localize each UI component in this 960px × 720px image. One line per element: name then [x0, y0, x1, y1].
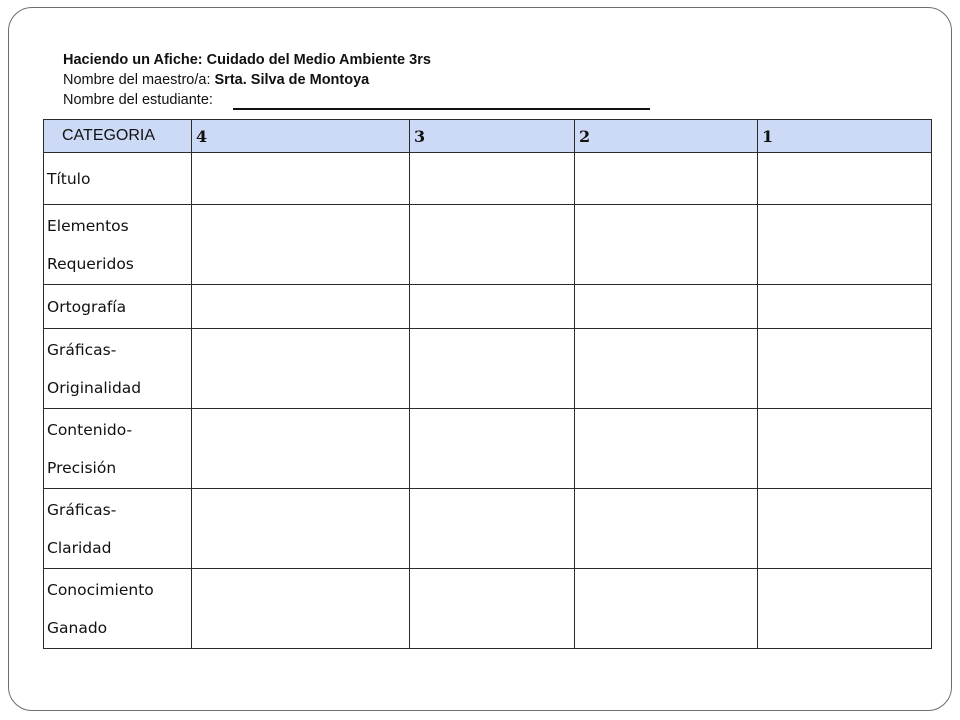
row-label-line: Claridad [47, 538, 112, 557]
row-label-line: Requeridos [47, 254, 134, 273]
rubric-title: Haciendo un Afiche: Cuidado del Medio Ambiente 3rs [63, 52, 431, 68]
row-label-line: Conocimiento [47, 580, 154, 599]
score-cell[interactable] [758, 153, 932, 205]
score-cell[interactable] [410, 285, 575, 329]
column-header-4: 4 [192, 120, 410, 153]
row-label-line: Gráficas- [47, 340, 117, 359]
score-cell[interactable] [575, 409, 758, 489]
column-header-categoria: CATEGORIA [44, 120, 192, 153]
row-label [44, 329, 192, 409]
score-cell[interactable] [410, 409, 575, 489]
score-cell[interactable] [575, 153, 758, 205]
row-label-line: Título [47, 169, 91, 188]
table-row [44, 409, 932, 489]
row-label-line: Originalidad [47, 378, 142, 397]
table-row [44, 205, 932, 285]
row-label [44, 569, 192, 649]
table-row [44, 569, 932, 649]
table-row [44, 153, 932, 205]
row-label-line: Contenido- [47, 420, 133, 439]
table-row [44, 329, 932, 409]
row-label [44, 409, 192, 489]
column-header-3: 3 [410, 120, 575, 153]
score-cell[interactable] [192, 285, 410, 329]
score-cell[interactable] [192, 205, 410, 285]
row-label-line: Elementos [47, 216, 129, 235]
score-cell[interactable] [758, 329, 932, 409]
teacher-label: Nombre del maestro/a: [63, 72, 211, 88]
score-cell[interactable] [410, 329, 575, 409]
score-cell[interactable] [758, 489, 932, 569]
score-cell[interactable] [575, 569, 758, 649]
row-label-line: Precisión [47, 458, 117, 477]
rubric-table [43, 119, 932, 649]
teacher-line [63, 70, 650, 90]
score-cell[interactable] [758, 205, 932, 285]
score-cell[interactable] [192, 569, 410, 649]
score-cell[interactable] [758, 569, 932, 649]
row-label-line: Ganado [47, 618, 108, 637]
row-label-line: Ortografía [47, 297, 127, 316]
table-row [44, 489, 932, 569]
score-cell[interactable] [758, 285, 932, 329]
student-name-blank[interactable] [233, 94, 650, 110]
row-label [44, 205, 192, 285]
row-label [44, 153, 192, 205]
student-line [63, 90, 650, 110]
column-header-1: 1 [758, 120, 932, 153]
score-cell[interactable] [192, 409, 410, 489]
score-cell[interactable] [410, 489, 575, 569]
header-row [44, 120, 932, 153]
score-cell[interactable] [410, 569, 575, 649]
table-row [44, 285, 932, 329]
score-cell[interactable] [410, 205, 575, 285]
row-label [44, 285, 192, 329]
score-cell[interactable] [575, 285, 758, 329]
student-label: Nombre del estudiante: [63, 92, 213, 108]
column-header-2: 2 [575, 120, 758, 153]
row-label [44, 489, 192, 569]
score-cell[interactable] [192, 153, 410, 205]
score-cell[interactable] [192, 489, 410, 569]
score-cell[interactable] [192, 329, 410, 409]
score-cell[interactable] [575, 489, 758, 569]
score-cell[interactable] [758, 409, 932, 489]
teacher-name: Srta. Silva de Montoya [214, 72, 370, 88]
score-cell[interactable] [575, 205, 758, 285]
score-cell[interactable] [410, 153, 575, 205]
row-label-line: Gráficas- [47, 500, 117, 519]
rubric-header [63, 50, 650, 110]
score-cell[interactable] [575, 329, 758, 409]
